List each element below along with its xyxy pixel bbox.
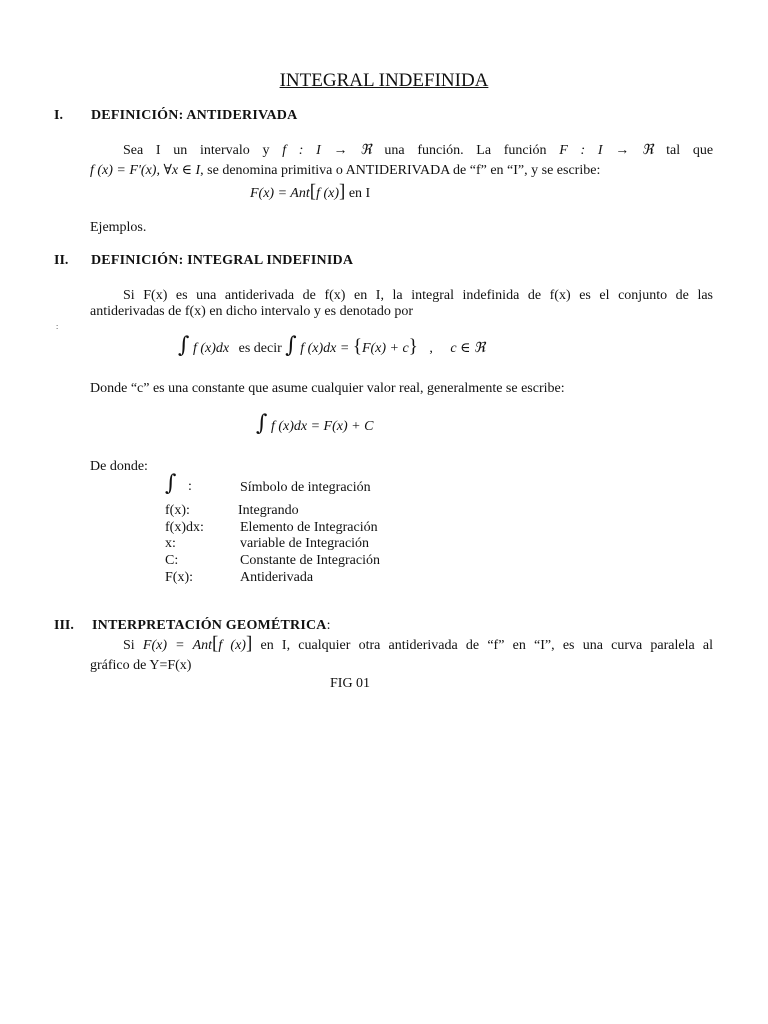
constant-explanation: Donde “c” es una constante que asume cualquier valor real, generalmente se escribe: <box>90 381 565 396</box>
integral-sign-icon: ∫ <box>256 411 268 436</box>
section-1-line-2: f (x) = F'(x), ∀x ∈ I, se denomina primitiva o ANTIDERIVADA de “f” en “I”, y se escribe: <box>90 163 601 178</box>
integral-sign-icon: ∫ <box>165 471 177 496</box>
figure-label: FIG 01 <box>330 676 371 691</box>
integral-sign-icon: ∫ <box>285 333 297 358</box>
integral-definition-equation: ∫ f (x)dx es decir ∫ f (x)dx = {F(x) + c} , c ∈ ℜ <box>178 333 486 358</box>
stray-mark: : <box>56 322 59 331</box>
legend-desc: Símbolo de integración <box>240 480 371 495</box>
integral-sign-icon: ∫ <box>178 333 190 358</box>
section-1-antiderivative-formula: F(x) = Ant[f (x)] en I <box>250 181 371 202</box>
section-3-line-2: gráfico de Y=F(x) <box>90 658 192 673</box>
legend-term: x: <box>165 536 176 551</box>
section-2-heading: DEFINICIÓN: INTEGRAL INDEFINIDA <box>91 253 354 268</box>
legend-term: f(x): <box>165 503 190 518</box>
legend-row: ∫ : <box>165 471 192 496</box>
section-1-heading: DEFINICIÓN: ANTIDERIVADA <box>91 108 298 123</box>
legend-desc: Antiderivada <box>240 570 314 585</box>
section-2-paragraph-line-2: antiderivadas de f(x) en dicho intervalo y es denotado por <box>90 304 414 319</box>
legend-desc: Integrando <box>238 503 299 518</box>
section-3-heading-wrap: INTERPRETACIÓN GEOMÉTRICA: <box>92 618 331 633</box>
legend-desc: Constante de Integración <box>240 553 380 568</box>
section-2-number: II. <box>54 253 69 268</box>
section-3-line-1: Si F(x) = Ant[f (x)] en I, cualquier otra antiderivada de “f” en “I”, es una curva paralela al <box>123 633 713 654</box>
legend-term: C: <box>165 553 179 568</box>
legend-term: F(x): <box>165 570 193 585</box>
section-2-paragraph-line-1: Si F(x) es una antiderivada de f(x) en I, la integral indefinida de f(x) es el conjunto de las <box>123 288 713 303</box>
section-3-number: III. <box>54 618 74 633</box>
page-title: INTEGRAL INDEFINIDA <box>279 70 489 91</box>
legend-term: f(x)dx: <box>165 520 204 535</box>
section-3-heading: INTERPRETACIÓN GEOMÉTRICA <box>92 618 327 633</box>
general-integral-equation: ∫ f (x)dx = F(x) + C <box>256 411 374 436</box>
de-donde-label: De donde: <box>90 459 148 474</box>
examples-label: Ejemplos. <box>90 220 147 235</box>
legend-desc: Elemento de Integración <box>240 520 378 535</box>
section-1-number: I. <box>54 108 63 123</box>
legend-desc: variable de Integración <box>240 536 370 551</box>
section-1-line-1: Sea I un intervalo y f : I → ℜ una función. La función F : I → ℜ tal que <box>123 143 714 158</box>
